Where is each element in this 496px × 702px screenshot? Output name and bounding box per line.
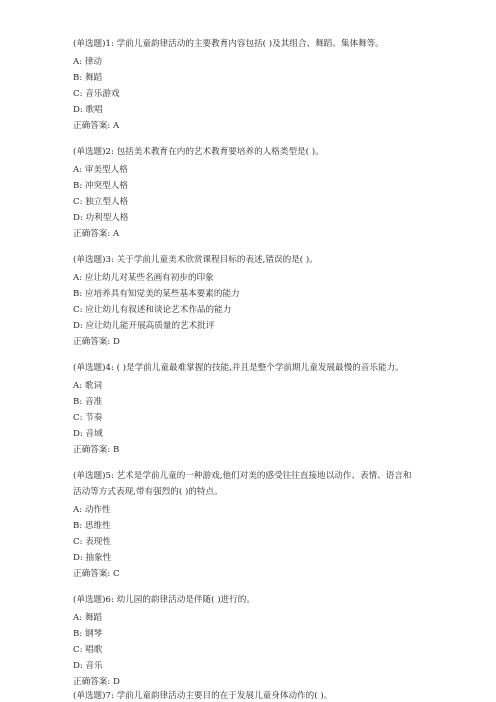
question-6-option-d: D: 音乐 [73, 661, 103, 671]
question-4-option-c: C: 节奏 [73, 413, 103, 423]
question-2-stem: (单选题)2: 包括美术教育在内的艺术教育要培养的人格类型是( )。 [73, 147, 324, 157]
question-5-answer: 正确答案: C [73, 569, 120, 579]
question-5-stem-line-2: 活动等方式表现,带有强烈的( )的特点。 [73, 487, 223, 497]
question-4-option-d: D: 音域 [73, 429, 103, 439]
question-4-stem: (单选题)4: ( )是学前儿童最难掌握的技能,并且是整个学前期儿童发展最慢的音乐能力。 [73, 363, 404, 373]
question-5-option-d: D: 抽象性 [73, 553, 112, 563]
question-5-option-a: A: 动作性 [73, 505, 111, 515]
question-3-option-d: D: 应让幼儿能开展高质量的艺术批评 [73, 321, 215, 331]
question-6-option-b: B: 钢琴 [73, 629, 103, 639]
question-1-option-c: C: 音乐游戏 [73, 89, 120, 99]
question-1-option-d: D: 歌唱 [73, 105, 103, 115]
question-2-answer: 正确答案: A [73, 229, 120, 239]
question-6-option-c: C: 唱歌 [73, 645, 103, 655]
question-1-option-b: B: 舞蹈 [73, 73, 103, 83]
question-3-stem: (单选题)3: 关于学前儿童美术欣赏课程目标的表述,错误的是( )。 [73, 255, 318, 265]
question-1-option-a: A: 律动 [73, 57, 103, 67]
question-4-answer: 正确答案: B [73, 445, 120, 455]
question-1-answer: 正确答案: A [73, 121, 120, 131]
question-5-stem-line-1: (单选题)5: 艺术是学前儿童的一种游戏,他们对美的感受往往直接地以动作、表情、语言和 [73, 471, 412, 481]
question-3-option-b: B: 应培养具有知觉美的某些基本要素的能力 [73, 289, 240, 299]
question-2-option-a: A: 审美型人格 [73, 165, 128, 175]
question-5-option-b: B: 思维性 [73, 521, 111, 531]
question-2-option-d: D: 功利型人格 [73, 213, 129, 223]
question-3-option-a: A: 应让幼儿对某些名画有初步的印象 [73, 273, 214, 283]
question-7-stem: (单选题)7: 学前儿童韵律活动主要目的在于发展儿童身体动作的( )。 [73, 691, 333, 701]
question-4-option-a: A: 歌词 [73, 381, 103, 391]
question-5-option-c: C: 表现性 [73, 537, 111, 547]
question-2-option-c: C: 独立型人格 [73, 197, 129, 207]
question-2-option-b: B: 冲突型人格 [73, 181, 128, 191]
question-4-option-b: B: 音准 [73, 397, 103, 407]
question-3-answer: 正确答案: D [73, 337, 120, 347]
question-3-option-c: C: 应让幼儿有叙述和谈论艺术作品的能力 [73, 305, 232, 315]
question-6-option-a: A: 舞蹈 [73, 613, 103, 623]
question-1-stem: (单选题)1: 学前儿童韵律活动的主要教育内容包括( )及其组合、舞蹈、集体舞等。 [73, 39, 384, 49]
question-6-answer: 正确答案: D [73, 677, 120, 687]
question-6-stem: (单选题)6: 幼儿园的韵律活动是伴随( )进行的。 [73, 595, 255, 605]
